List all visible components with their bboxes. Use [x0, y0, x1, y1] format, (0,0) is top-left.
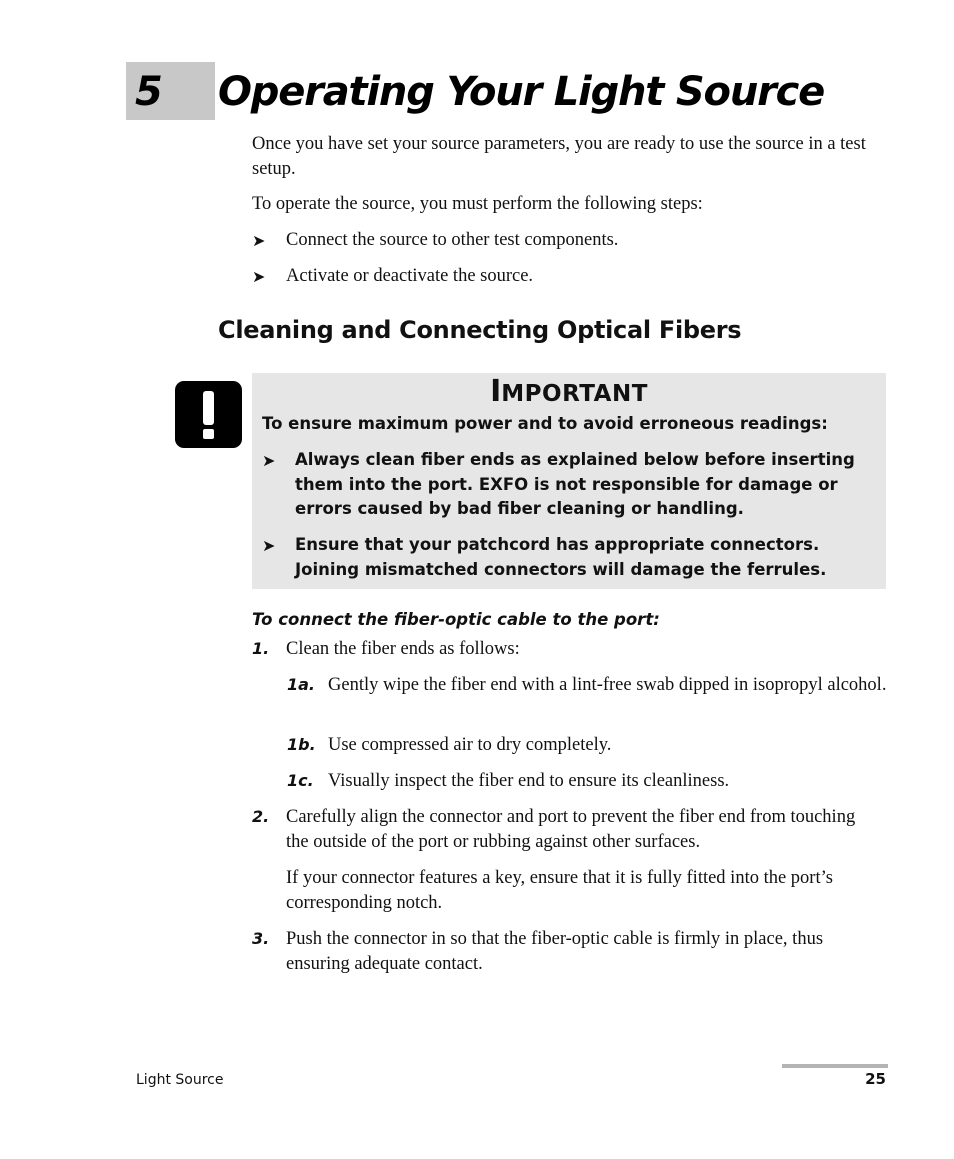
- substep-number: 1a.: [287, 675, 316, 694]
- intro-paragraph-1: Once you have set your source parameters, you are ready to use the source in a test setup.: [252, 134, 866, 179]
- step-note: If your connector features a key, ensure that it is fully fitted into the port’s corresponding notch.: [286, 868, 833, 913]
- procedure-title: To connect the fiber-optic cable to the port:: [252, 610, 660, 629]
- step-text: Push the connector in so that the fiber-optic cable is firmly in place, thus ensuring adequate contact.: [286, 929, 824, 974]
- substep-text: Gently wipe the fiber end with a lint-free swab dipped in isopropyl alcohol.: [328, 675, 887, 695]
- bullet-arrow-icon: ➤: [262, 451, 276, 470]
- step-number: 1.: [252, 639, 270, 658]
- bullet-arrow-icon: ➤: [252, 231, 266, 250]
- substep-text: Visually inspect the fiber end to ensure its cleanliness.: [328, 771, 730, 791]
- important-bullet-2: Ensure that your patchcord has appropriate connectors. Joining mismatched connectors will damage the ferrules.: [295, 535, 827, 579]
- step-number: 3.: [252, 929, 270, 948]
- footer-rule: [782, 1064, 888, 1068]
- important-bullet-1: Always clean fiber ends as explained below before inserting them into the port. EXFO is not responsible for damage or errors caused by bad fiber cleaning or handling.: [295, 450, 855, 518]
- intro-bullet-2: Activate or deactivate the source.: [286, 266, 534, 286]
- page-number: 25: [865, 1070, 886, 1088]
- intro-bullet-1: Connect the source to other test components.: [286, 230, 619, 250]
- important-lead: To ensure maximum power and to avoid erroneous readings:: [262, 414, 828, 433]
- bullet-arrow-icon: ➤: [262, 536, 276, 555]
- footer-title: Light Source: [136, 1072, 224, 1088]
- substep-number: 1c.: [287, 771, 314, 790]
- bullet-arrow-icon: ➤: [252, 267, 266, 286]
- important-title: IMPORTANT: [490, 374, 648, 409]
- section-heading: Cleaning and Connecting Optical Fibers: [218, 316, 742, 344]
- step-text: Carefully align the connector and port to prevent the fiber end from touching the outside of the port or rubbing against other surfaces.: [286, 807, 856, 852]
- chapter-title: Operating Your Light Source: [218, 69, 825, 115]
- chapter-number: 5: [135, 69, 163, 115]
- substep-text: Use compressed air to dry completely.: [328, 735, 612, 755]
- intro-paragraph-2: To operate the source, you must perform the following steps:: [252, 194, 703, 214]
- step-text: Clean the fiber ends as follows:: [286, 639, 520, 659]
- exclamation-icon: [175, 381, 242, 448]
- substep-number: 1b.: [287, 735, 316, 754]
- step-number: 2.: [252, 807, 270, 826]
